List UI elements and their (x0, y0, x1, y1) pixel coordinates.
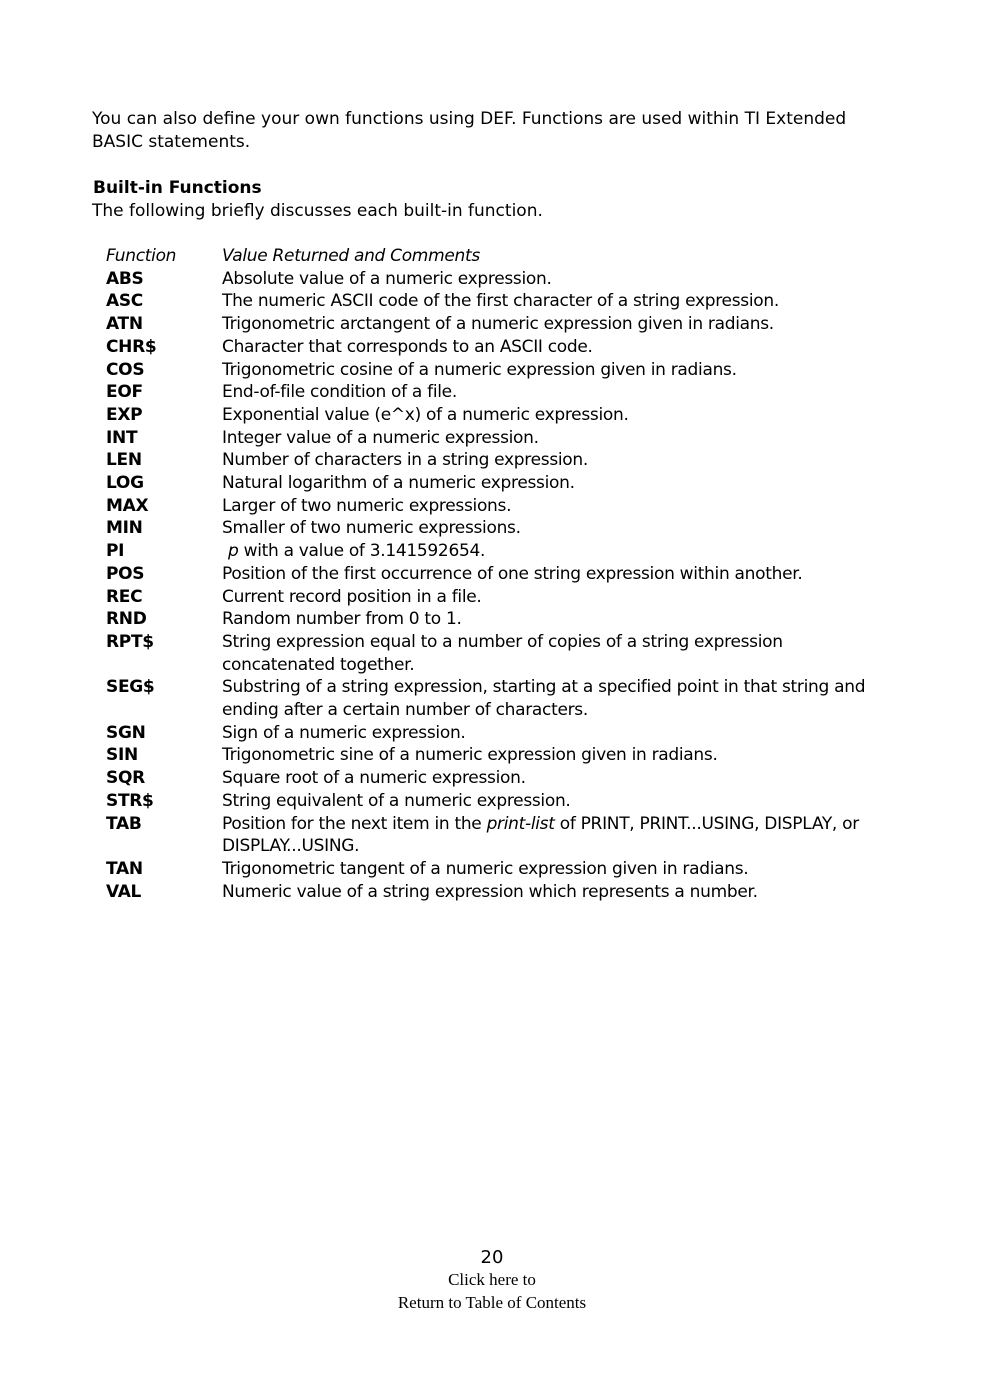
table-row (106, 676, 896, 721)
description-text: Smaller of two numeric expressions. (222, 518, 521, 539)
function-name: CHR$ (106, 336, 157, 357)
section-description: The following briefly discusses each built-in function. (92, 201, 543, 221)
table-row (106, 881, 896, 904)
table-row (106, 722, 896, 745)
function-description (222, 517, 896, 540)
header-comments: Value Returned and Comments (222, 246, 480, 266)
table-row (106, 427, 896, 450)
description-text: Square root of a numeric expression. (222, 768, 526, 789)
description-text: Larger of two numeric expressions. (222, 495, 512, 516)
table-header (106, 245, 896, 268)
function-name: LOG (106, 473, 144, 494)
table-row (106, 404, 896, 427)
table-row (106, 336, 896, 359)
description-text: with a value of 3.141592654. (238, 541, 486, 562)
function-description (222, 858, 896, 881)
table-row (106, 563, 896, 586)
page-number: 20 (480, 1247, 504, 1268)
function-name: SIN (106, 745, 138, 766)
toc-link-line1[interactable]: Click here to (448, 1270, 536, 1289)
table-row (106, 858, 896, 881)
table-row (106, 313, 896, 336)
function-description (222, 381, 896, 404)
function-name: VAL (106, 881, 142, 902)
description-text: Random number from 0 to 1. (222, 609, 462, 630)
function-name: LEN (106, 450, 142, 471)
description-italic: p (228, 541, 239, 562)
description-text: Integer value of a numeric expression. (222, 427, 539, 448)
function-description (222, 790, 896, 813)
description-text: String expression equal to a number of copies of a string expression concatenated together. (222, 631, 783, 675)
function-description (222, 767, 896, 790)
function-name: COS (106, 359, 145, 380)
function-name: SQR (106, 768, 145, 789)
table-row (106, 608, 896, 631)
description-text: Sign of a numeric expression. (222, 722, 466, 743)
function-name: STR$ (106, 790, 154, 811)
description-text: Position of the first occurrence of one string expression within another. (222, 563, 803, 584)
function-name: ASC (106, 291, 143, 312)
function-description (222, 427, 896, 450)
function-description (222, 608, 896, 631)
header-function: Function (106, 246, 177, 266)
table-row (106, 767, 896, 790)
function-name: MAX (106, 495, 149, 516)
functions-table (106, 245, 896, 903)
description-text: Number of characters in a string expression. (222, 450, 588, 471)
description-text: Current record position in a file. (222, 586, 482, 607)
description-text: Character that corresponds to an ASCII code. (222, 336, 593, 357)
description-text: Position for the next item in the (222, 813, 487, 834)
function-description (222, 290, 896, 313)
description-text: Trigonometric cosine of a numeric expression given in radians. (222, 359, 737, 380)
function-description (222, 359, 896, 382)
table-body (106, 268, 896, 904)
function-name: TAB (106, 813, 142, 834)
function-description (222, 404, 896, 427)
toc-link-line2[interactable]: Return to Table of Contents (397, 1293, 587, 1312)
table-row (106, 813, 896, 858)
table-row (106, 631, 896, 676)
function-description (222, 676, 896, 721)
function-name: EXP (106, 404, 143, 425)
function-name: PI (106, 541, 125, 562)
table-row (106, 517, 896, 540)
intro-paragraph: You can also define your own functions using DEF. Functions are used within TI Extended BASIC statements. (92, 109, 847, 152)
function-name: TAN (106, 858, 143, 879)
function-description (222, 472, 896, 495)
description-text: Substring of a string expression, starting at a specified point in that string and ending after a certain number of characters. (222, 677, 866, 721)
description-italic: print-list (486, 813, 555, 834)
description-text: Numeric value of a string expression which represents a number. (222, 881, 758, 902)
function-description (222, 631, 896, 676)
table-row (106, 381, 896, 404)
table-row (106, 290, 896, 313)
function-description (222, 722, 896, 745)
description-text: Trigonometric sine of a numeric expression given in radians. (222, 745, 718, 766)
function-description (222, 813, 896, 858)
function-description (222, 495, 896, 518)
function-description (222, 449, 896, 472)
function-description (222, 744, 896, 767)
table-row (106, 790, 896, 813)
description-text: Natural logarithm of a numeric expression. (222, 473, 575, 494)
description-text: The numeric ASCII code of the first character of a string expression. (222, 291, 779, 312)
function-name: INT (106, 427, 138, 448)
function-description (222, 881, 896, 904)
description-text: String equivalent of a numeric expression. (222, 790, 571, 811)
function-description (222, 313, 896, 336)
table-row (106, 540, 896, 563)
table-row (106, 268, 896, 291)
function-description (222, 540, 896, 563)
function-name: ABS (106, 268, 144, 289)
function-description (222, 336, 896, 359)
function-name: ATN (106, 314, 143, 335)
table-row (106, 359, 896, 382)
description-text: Absolute value of a numeric expression. (222, 268, 552, 289)
table-row (106, 449, 896, 472)
function-description (222, 586, 896, 609)
section-heading: Built-in Functions (93, 178, 262, 198)
description-text: End-of-file condition of a file. (222, 382, 457, 403)
table-row (106, 586, 896, 609)
table-row (106, 472, 896, 495)
description-text: of PRINT, PRINT...USING, DISPLAY, or DISPLAY...USING. (222, 813, 859, 857)
function-name: POS (106, 563, 145, 584)
function-name: SGN (106, 722, 146, 743)
function-description (222, 563, 896, 586)
description-text: Trigonometric tangent of a numeric expression given in radians. (222, 858, 749, 879)
function-name: RND (106, 609, 147, 630)
function-name: EOF (106, 382, 143, 403)
function-description (222, 268, 896, 291)
function-name: REC (106, 586, 143, 607)
table-row (106, 744, 896, 767)
description-text: Trigonometric arctangent of a numeric expression given in radians. (222, 314, 774, 335)
function-name: RPT$ (106, 631, 154, 652)
table-row (106, 495, 896, 518)
function-name: MIN (106, 518, 143, 539)
function-name: SEG$ (106, 677, 155, 698)
description-text: Exponential value (e^x) of a numeric expression. (222, 404, 629, 425)
